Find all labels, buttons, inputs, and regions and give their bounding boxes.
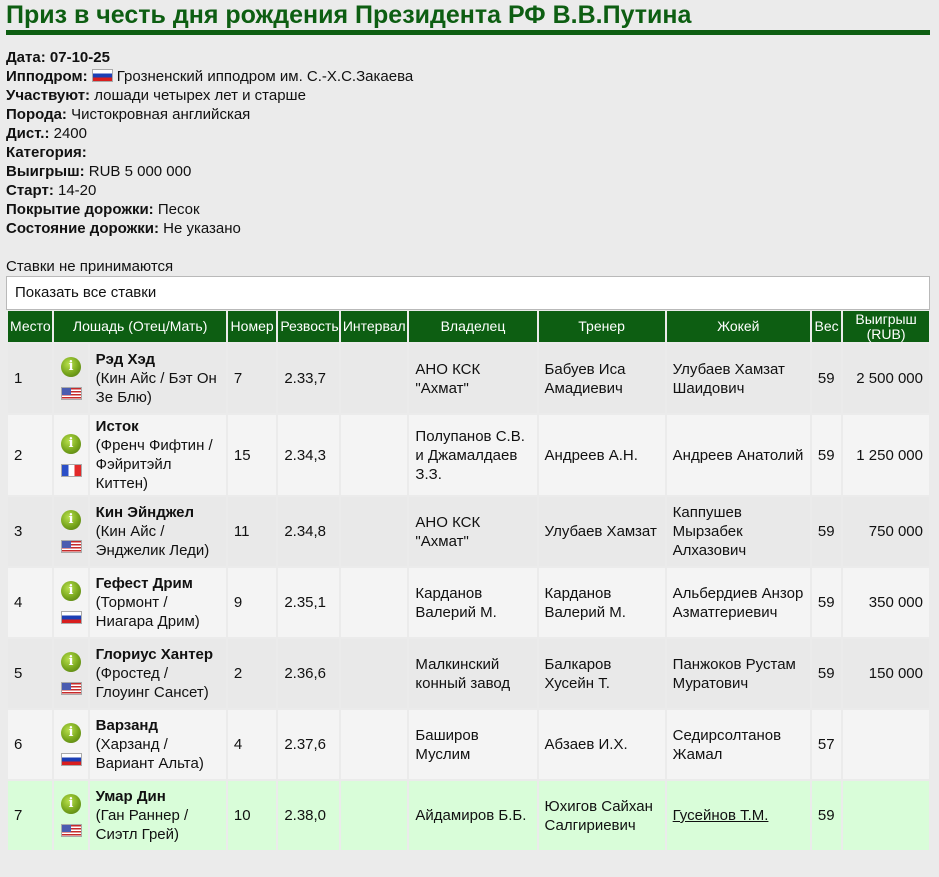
horse-name[interactable]: Умар Дин	[95, 788, 166, 805]
col-place: Место	[8, 311, 52, 342]
place-cell: 1	[8, 344, 52, 413]
horse-info-icon[interactable]: i	[61, 434, 81, 454]
interval-cell	[341, 781, 408, 850]
col-interval: Интервал	[341, 311, 408, 342]
weight-cell: 59	[812, 781, 841, 850]
page-title: Приз в честь дня рождения Президента РФ В.В.Путина	[6, 1, 692, 29]
place-cell: 5	[8, 639, 52, 708]
interval-cell	[341, 710, 408, 779]
trainer-cell: Андреев А.Н.	[539, 415, 665, 495]
horse-pedigree: (Кин Айс / Энджелик Леди)	[95, 523, 210, 559]
interval-cell	[341, 344, 408, 413]
jockey-name: Андреев Анатолий	[672, 446, 804, 464]
race-info	[6, 48, 413, 238]
horse-icons-cell	[54, 710, 87, 779]
col-trainer: Тренер	[539, 311, 665, 342]
table-row	[8, 497, 929, 566]
horse-cell	[90, 497, 226, 566]
time-cell: 2.34,8	[278, 497, 339, 566]
place-cell: 6	[8, 710, 52, 779]
col-jockey: Жокей	[667, 311, 810, 342]
info-prize: Выигрыш: RUB 5 000 000	[6, 163, 192, 180]
info-start: Старт: 14-20	[6, 182, 97, 199]
jockey-cell	[667, 497, 810, 566]
horse-cell	[90, 781, 226, 850]
time-cell: 2.35,1	[278, 568, 339, 637]
prize-cell: 2 500 000	[843, 344, 929, 413]
table-row	[8, 344, 929, 413]
prize-cell: 1 250 000	[843, 415, 929, 495]
number-cell: 11	[228, 497, 276, 566]
results-table	[6, 309, 931, 852]
info-condition: Состояние дорожки: Не указано	[6, 220, 241, 237]
results-body	[8, 344, 929, 850]
horse-name[interactable]: Кин Эйнджел	[95, 504, 195, 521]
prize-cell: 350 000	[843, 568, 929, 637]
col-weight: Вес	[812, 311, 841, 342]
jockey-cell	[667, 344, 810, 413]
horse-pedigree: (Харзанд / Вариант Альта)	[95, 736, 204, 772]
show-all-bets-button[interactable]: Показать все ставки	[6, 276, 930, 310]
time-cell: 2.34,3	[278, 415, 339, 495]
horse-cell	[90, 710, 226, 779]
jockey-cell	[667, 781, 810, 850]
horse-info-icon[interactable]: i	[61, 357, 81, 377]
owner-cell: АНО КСК "Ахмат"	[409, 497, 536, 566]
table-row	[8, 415, 929, 495]
number-cell: 7	[228, 344, 276, 413]
horse-cell	[90, 639, 226, 708]
weight-cell: 59	[812, 344, 841, 413]
interval-cell	[341, 639, 408, 708]
number-cell: 9	[228, 568, 276, 637]
country-flag-icon	[61, 753, 82, 766]
horse-name[interactable]: Исток	[95, 418, 139, 435]
col-time: Резвость	[278, 311, 339, 342]
owner-cell: Карданов Валерий М.	[409, 568, 536, 637]
country-flag-icon	[61, 611, 82, 624]
interval-cell	[341, 415, 408, 495]
trainer-cell: Карданов Валерий М.	[539, 568, 665, 637]
interval-cell	[341, 568, 408, 637]
bets-note: Ставки не принимаются	[6, 258, 174, 275]
horse-name[interactable]: Глориус Хантер	[95, 646, 214, 663]
info-date: Дата: 07-10-25	[6, 49, 110, 66]
jockey-cell	[667, 710, 810, 779]
table-row	[8, 568, 929, 637]
place-cell: 2	[8, 415, 52, 495]
time-cell: 2.37,6	[278, 710, 339, 779]
country-flag-icon	[61, 682, 82, 695]
table-row	[8, 781, 929, 850]
horse-pedigree: (Фростед / Глоуинг Сансет)	[95, 665, 209, 701]
trainer-cell: Улубаев Хамзат	[539, 497, 665, 566]
title-divider	[6, 30, 930, 35]
jockey-name: Улубаев Хамзат Шаидович	[672, 360, 785, 397]
prize-cell	[843, 781, 929, 850]
weight-cell: 59	[812, 415, 841, 495]
horse-info-icon[interactable]: i	[61, 581, 81, 601]
info-surface: Покрытие дорожки: Песок	[6, 201, 200, 218]
owner-cell: Айдамиров Б.Б.	[409, 781, 536, 850]
russia-flag-icon	[92, 69, 113, 82]
trainer-cell: Юхигов Сайхан Салгириевич	[539, 781, 665, 850]
jockey-name: Каппушев Мырзабек Алхазович	[672, 504, 747, 559]
horse-cell	[90, 415, 226, 495]
prize-cell	[843, 710, 929, 779]
weight-cell: 59	[812, 568, 841, 637]
horse-icons-cell	[54, 568, 87, 637]
time-cell: 2.33,7	[278, 344, 339, 413]
prize-cell: 750 000	[843, 497, 929, 566]
country-flag-icon	[61, 464, 82, 477]
number-cell: 2	[228, 639, 276, 708]
number-cell: 10	[228, 781, 276, 850]
jockey-cell	[667, 568, 810, 637]
horse-pedigree: (Френч Фифтин / Фэйритэйл Киттен)	[95, 437, 213, 492]
weight-cell: 59	[812, 639, 841, 708]
owner-cell: Баширов Муслим	[409, 710, 536, 779]
horse-name[interactable]: Гефест Дрим	[95, 575, 193, 592]
horse-icons-cell	[54, 639, 87, 708]
weight-cell: 59	[812, 497, 841, 566]
prize-cell: 150 000	[843, 639, 929, 708]
number-cell: 4	[228, 710, 276, 779]
jockey-name[interactable]: Гусейнов Т.М.	[672, 807, 769, 824]
col-number: Номер	[228, 311, 276, 342]
country-flag-icon	[61, 387, 82, 400]
owner-cell: АНО КСК "Ахмат"	[409, 344, 536, 413]
jockey-cell	[667, 415, 810, 495]
place-cell: 3	[8, 497, 52, 566]
jockey-name: Альбердиев Анзор Азматгериевич	[672, 584, 804, 621]
trainer-cell: Бабуев Иса Амадиевич	[539, 344, 665, 413]
horse-icons-cell	[54, 344, 87, 413]
horse-icons-cell	[54, 415, 87, 495]
horse-cell	[90, 344, 226, 413]
owner-cell: Полупанов С.В. и Джамалдаев З.З.	[409, 415, 536, 495]
horse-name[interactable]: Варзанд	[95, 717, 158, 734]
trainer-cell: Абзаев И.Х.	[539, 710, 665, 779]
horse-info-icon[interactable]: i	[61, 652, 81, 672]
time-cell: 2.36,6	[278, 639, 339, 708]
info-category: Категория:	[6, 144, 87, 161]
horse-info-icon[interactable]: i	[61, 510, 81, 530]
horse-name[interactable]: Рэд Хэд	[95, 351, 156, 368]
weight-cell: 57	[812, 710, 841, 779]
info-distance: Дист.: 2400	[6, 125, 87, 142]
place-cell: 4	[8, 568, 52, 637]
info-track: Ипподром: Грозненский ипподром им. С.-Х.С.Закаева	[6, 68, 414, 85]
horse-pedigree: (Тормонт / Ниагара Дрим)	[95, 594, 200, 630]
horse-info-icon[interactable]: i	[61, 723, 81, 743]
table-row	[8, 639, 929, 708]
horse-icons-cell	[54, 781, 87, 850]
horse-pedigree: (Кин Айс / Бэт Он Зе Блю)	[95, 370, 217, 406]
info-participants: Участвуют: лошади четырех лет и старше	[6, 87, 306, 104]
jockey-cell	[667, 639, 810, 708]
trainer-cell: Балкаров Хусейн Т.	[539, 639, 665, 708]
col-owner: Владелец	[409, 311, 536, 342]
horse-cell	[90, 568, 226, 637]
owner-cell: Малкинский конный завод	[409, 639, 536, 708]
table-row	[8, 710, 929, 779]
interval-cell	[341, 497, 408, 566]
table-header-row	[8, 311, 929, 342]
time-cell: 2.38,0	[278, 781, 339, 850]
jockey-name: Седирсолтанов Жамал	[672, 726, 782, 763]
place-cell: 7	[8, 781, 52, 850]
number-cell: 15	[228, 415, 276, 495]
col-horse: Лошадь (Отец/Мать)	[54, 311, 226, 342]
horse-info-icon[interactable]: i	[61, 794, 81, 814]
horse-icons-cell	[54, 497, 87, 566]
col-prize: Выигрыш (RUB)	[843, 311, 929, 342]
info-breed: Порода: Чистокровная английская	[6, 106, 251, 123]
jockey-name: Панжоков Рустам Муратович	[672, 655, 796, 692]
horse-pedigree: (Ган Раннер / Сиэтл Грей)	[95, 807, 189, 843]
country-flag-icon	[61, 540, 82, 553]
country-flag-icon	[61, 824, 82, 837]
